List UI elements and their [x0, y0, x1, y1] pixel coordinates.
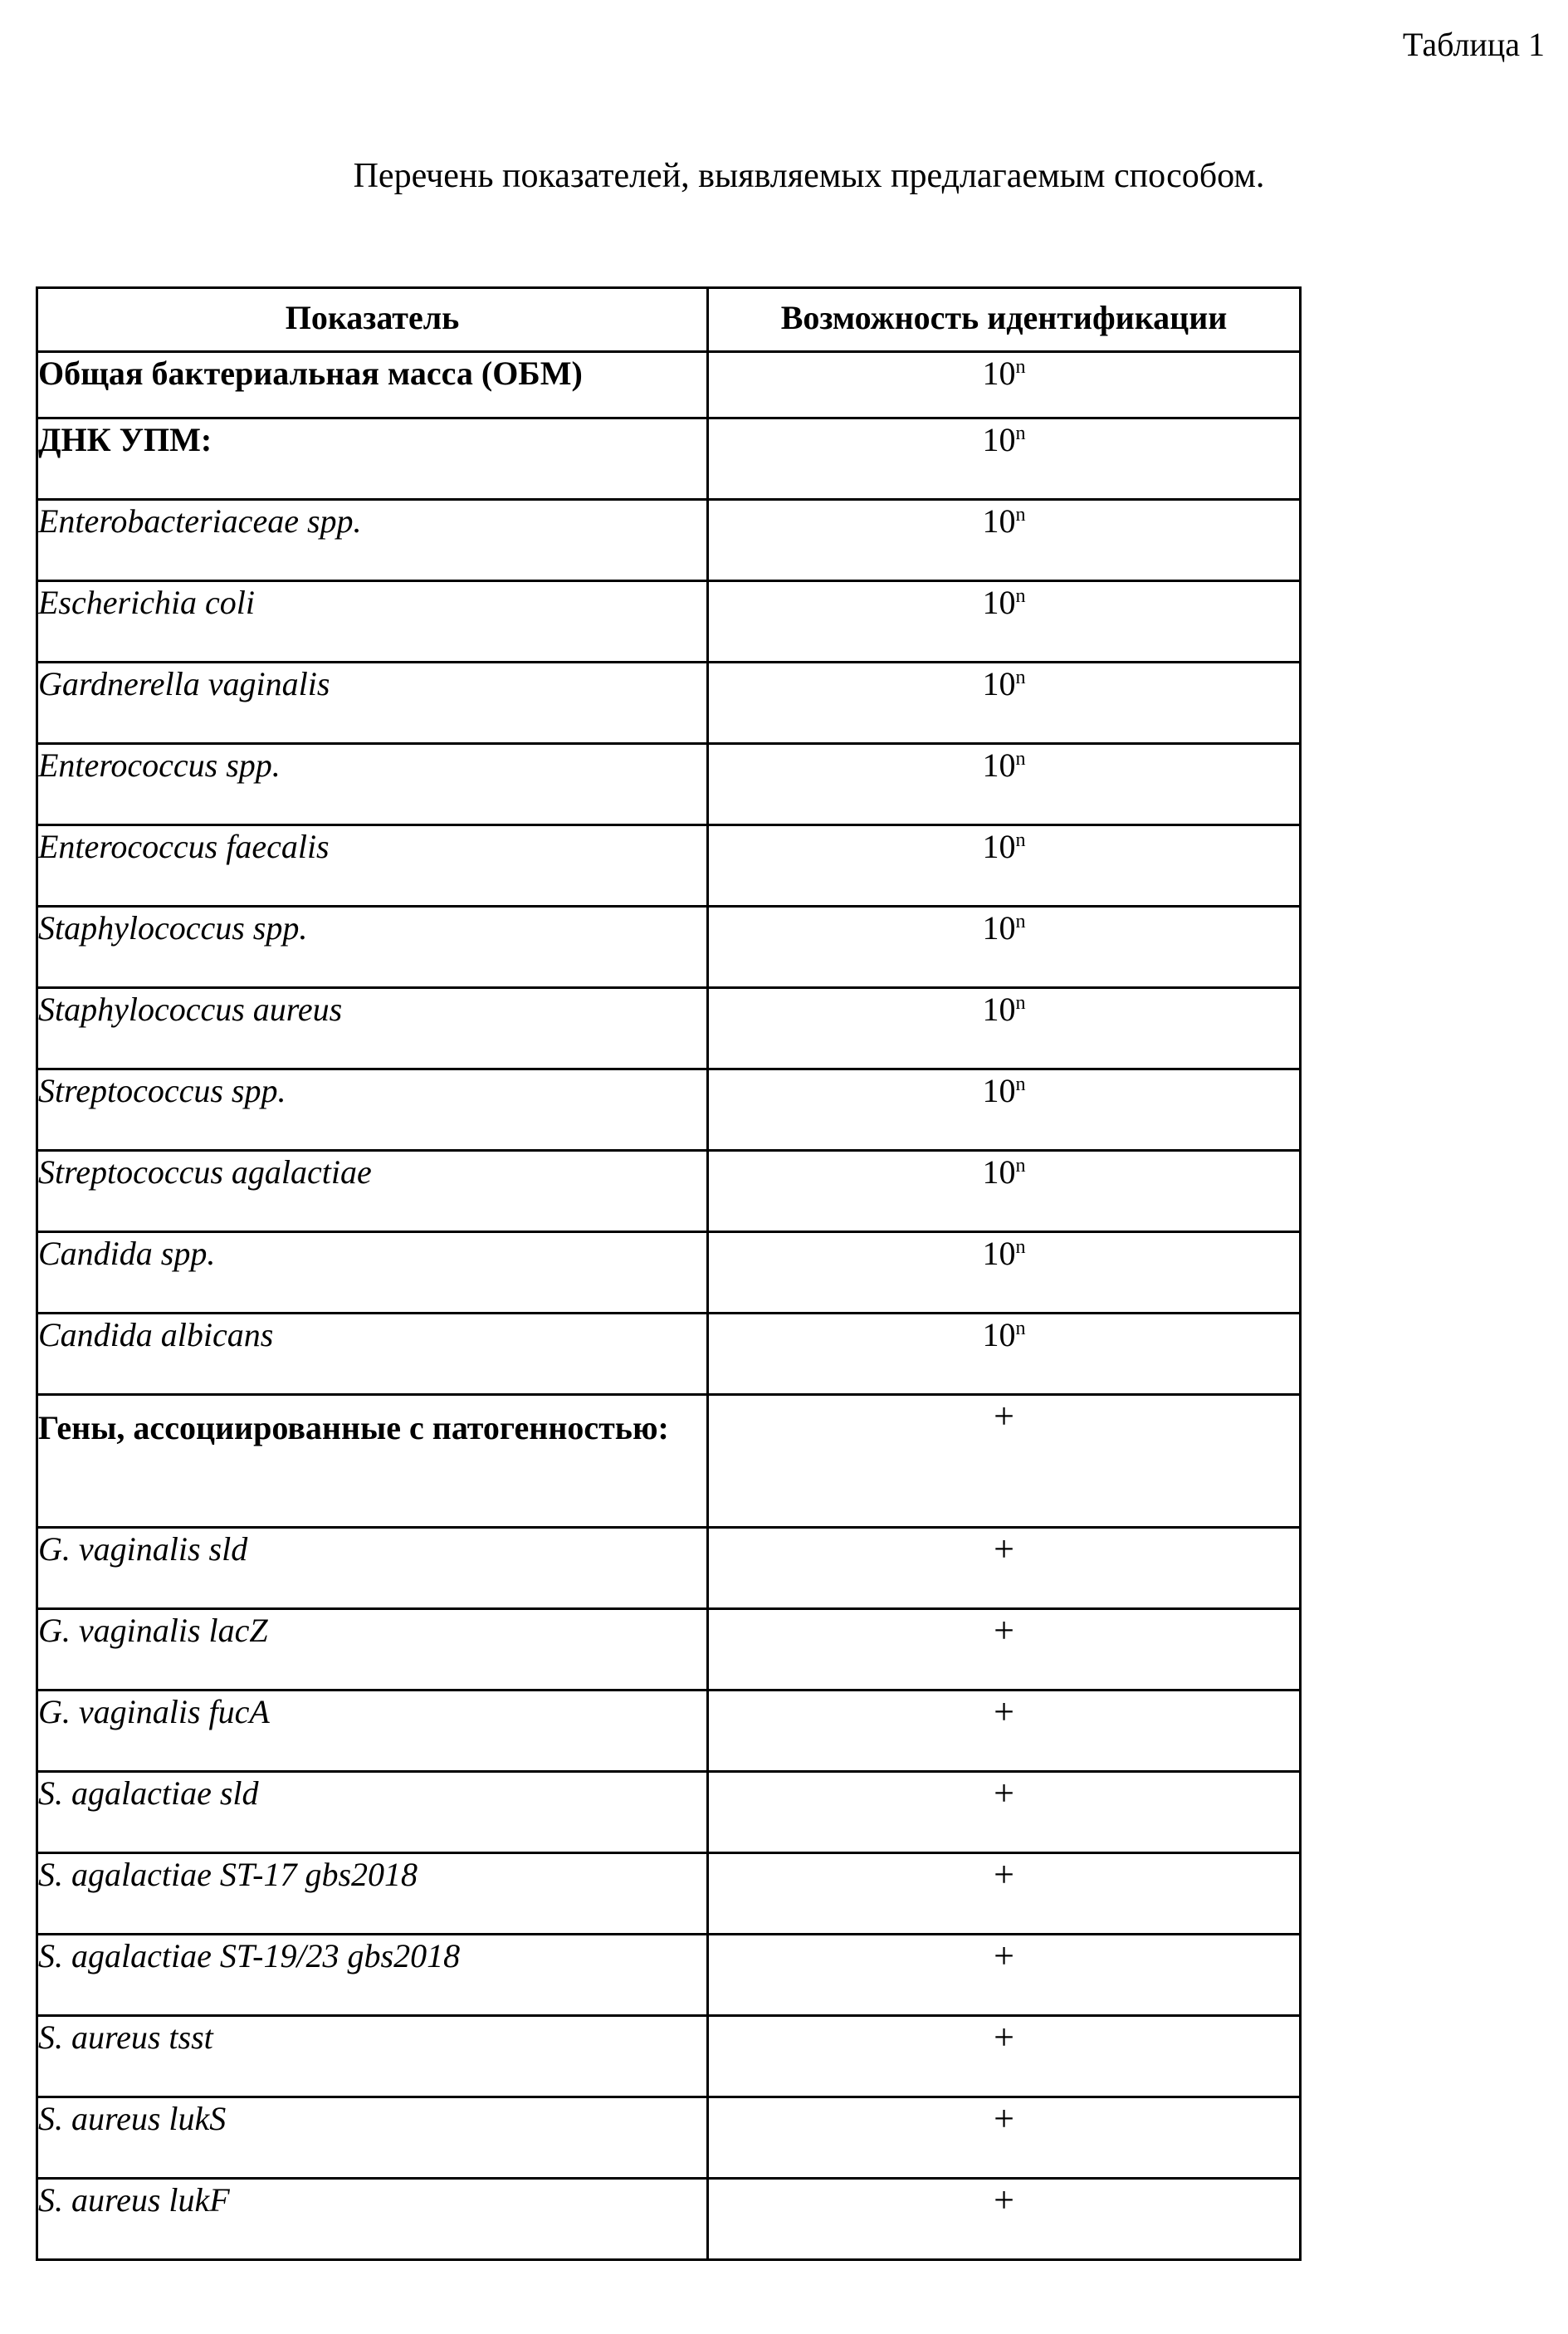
value-base: 10 [982, 1235, 1016, 1272]
table-header-row [37, 288, 1301, 352]
value-base: 10 [982, 421, 1016, 458]
indicator-name: ДНК УПМ: [37, 418, 708, 500]
identification-value [708, 1935, 1301, 2016]
indicator-name: Candida albicans [37, 1314, 708, 1395]
identification-value [708, 663, 1301, 744]
indicator-name: Enterobacteriaceae spp. [37, 500, 708, 581]
identification-value [708, 581, 1301, 663]
indicator-name: Enterococcus faecalis [37, 825, 708, 907]
value-base: 10 [982, 909, 1016, 947]
identification-value [708, 418, 1301, 500]
identification-value [708, 2097, 1301, 2179]
value-plus: + [994, 1396, 1014, 1436]
indicator-name: Staphylococcus aureus [37, 988, 708, 1069]
table-row [37, 744, 1301, 825]
indicator-name: Staphylococcus spp. [37, 907, 708, 988]
value-exponent: n [1015, 1318, 1026, 1339]
indicator-name: Escherichia coli [37, 581, 708, 663]
value-plus: + [994, 1691, 1014, 1732]
column-header-identification: Возможность идентификации [708, 288, 1301, 352]
value-exponent: n [1015, 748, 1026, 770]
identification-value [708, 2179, 1301, 2260]
indicator-name: Gardnerella vaginalis [37, 663, 708, 744]
value-exponent: n [1015, 911, 1026, 932]
identification-value [708, 2016, 1301, 2097]
value-base: 10 [982, 991, 1016, 1028]
value-exponent: n [1015, 992, 1026, 1014]
value-plus: + [994, 1854, 1014, 1895]
identification-value [708, 1069, 1301, 1151]
indicator-name: Streptococcus spp. [37, 1069, 708, 1151]
value-exponent: n [1015, 356, 1026, 378]
value-base: 10 [982, 1153, 1016, 1191]
value-base: 10 [982, 1316, 1016, 1353]
identification-value [708, 988, 1301, 1069]
value-exponent: n [1015, 585, 1026, 607]
table-row [37, 1935, 1301, 2016]
value-exponent: n [1015, 667, 1026, 688]
indicator-name: Гены, ассоциированные с патогенностью: [37, 1395, 708, 1528]
value-exponent: n [1015, 1155, 1026, 1177]
indicator-name: S. aureus lukF [37, 2179, 708, 2260]
column-header-indicator: Показатель [37, 288, 708, 352]
table-row [37, 2016, 1301, 2097]
table-row [37, 1069, 1301, 1151]
value-plus: + [994, 1773, 1014, 1813]
value-exponent: n [1015, 423, 1026, 444]
table-row [37, 1151, 1301, 1232]
indicator-name: S. aureus lukS [37, 2097, 708, 2179]
identification-value [708, 1609, 1301, 1691]
identification-value [708, 1691, 1301, 1772]
indicator-name: Candida spp. [37, 1232, 708, 1314]
indicator-name: S. agalactiae ST-19/23 gbs2018 [37, 1935, 708, 2016]
table-row [37, 907, 1301, 988]
table-row [37, 581, 1301, 663]
table-row [37, 825, 1301, 907]
identification-value [708, 1528, 1301, 1609]
indicators-table [36, 286, 1302, 2261]
value-base: 10 [982, 665, 1016, 702]
identification-value [708, 352, 1301, 418]
table-row [37, 500, 1301, 581]
table-row [37, 2179, 1301, 2260]
indicator-name: Streptococcus agalactiae [37, 1151, 708, 1232]
table-caption: Перечень показателей, выявляемых предлагаемым способом. [353, 157, 1265, 195]
indicator-name: Общая бактериальная масса (ОБМ) [37, 352, 708, 418]
identification-value [708, 744, 1301, 825]
value-plus: + [994, 1529, 1014, 1569]
value-plus: + [994, 1610, 1014, 1651]
identification-value [708, 825, 1301, 907]
table-row [37, 1395, 1301, 1528]
identification-value [708, 1314, 1301, 1395]
value-plus: + [994, 2180, 1014, 2220]
identification-value [708, 500, 1301, 581]
indicator-name: S. agalactiae sld [37, 1772, 708, 1853]
value-base: 10 [982, 746, 1016, 784]
table-row [37, 1691, 1301, 1772]
value-exponent: n [1015, 829, 1026, 851]
table-row [37, 1314, 1301, 1395]
identification-value [708, 1395, 1301, 1528]
identification-value [708, 1772, 1301, 1853]
table-row [37, 1609, 1301, 1691]
table-row [37, 663, 1301, 744]
indicator-name: Enterococcus spp. [37, 744, 708, 825]
table-number: Таблица 1 [1402, 26, 1545, 63]
value-plus: + [994, 2017, 1014, 2058]
table-row [37, 1772, 1301, 1853]
value-exponent: n [1015, 1236, 1026, 1258]
identification-value [708, 907, 1301, 988]
indicator-name: G. vaginalis fucA [37, 1691, 708, 1772]
value-base: 10 [982, 1072, 1016, 1109]
identification-value [708, 1853, 1301, 1935]
value-exponent: n [1015, 1074, 1026, 1095]
table-row [37, 418, 1301, 500]
value-base: 10 [982, 584, 1016, 621]
value-plus: + [994, 1935, 1014, 1976]
value-base: 10 [982, 355, 1016, 392]
indicator-name: G. vaginalis sld [37, 1528, 708, 1609]
indicator-name: S. aureus tsst [37, 2016, 708, 2097]
value-base: 10 [982, 828, 1016, 865]
identification-value [708, 1151, 1301, 1232]
indicator-name: G. vaginalis lacZ [37, 1609, 708, 1691]
table-row [37, 1232, 1301, 1314]
value-exponent: n [1015, 504, 1026, 526]
table-row [37, 1853, 1301, 1935]
value-plus: + [994, 2098, 1014, 2139]
table-row [37, 988, 1301, 1069]
value-base: 10 [982, 502, 1016, 540]
identification-value [708, 1232, 1301, 1314]
indicator-name: S. agalactiae ST-17 gbs2018 [37, 1853, 708, 1935]
table-row [37, 352, 1301, 418]
table-row [37, 1528, 1301, 1609]
table-row [37, 2097, 1301, 2179]
